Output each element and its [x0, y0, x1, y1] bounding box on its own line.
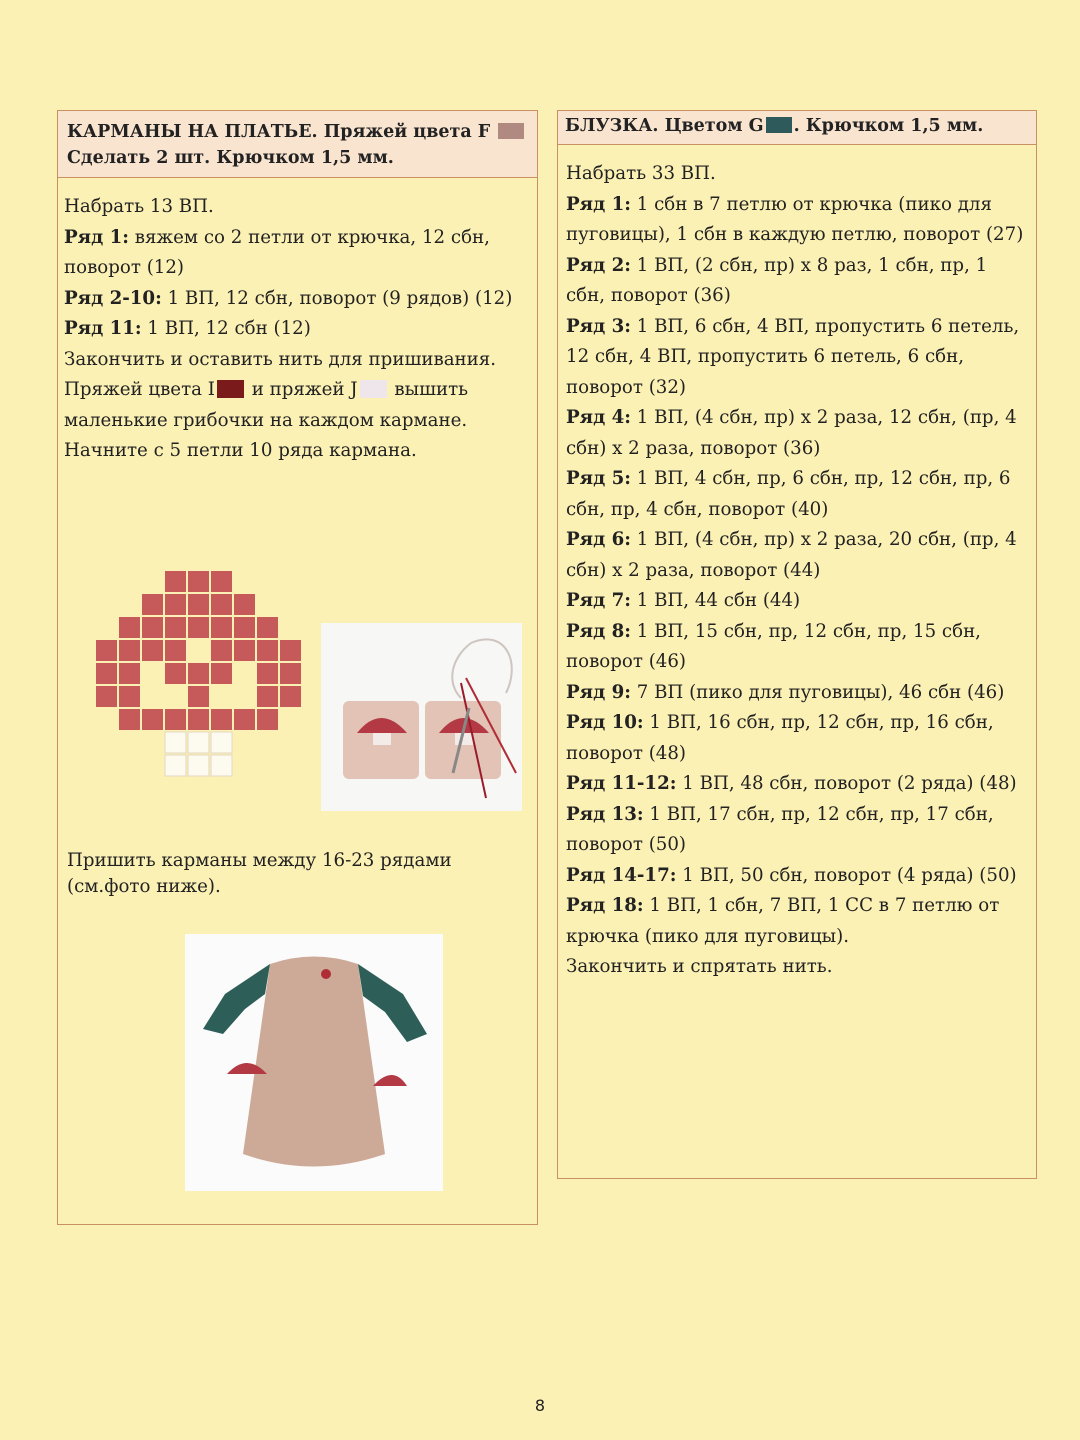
- chart-cell-red: [119, 617, 140, 638]
- chart-cell-white: [211, 732, 232, 753]
- chart-cell-white: [211, 755, 232, 776]
- chart-cell-red: [257, 617, 278, 638]
- blouse-row-14: Ряд 18: 1 ВП, 1 сбн, 7 ВП, 1 СС в 7 петлю от крючка (пико для пуговицы).: [566, 895, 1000, 947]
- chart-cell-red: [165, 663, 186, 684]
- pockets-intro: Набрать 13 ВП.: [64, 196, 214, 217]
- blouse-finish: Закончить и спрятать нить.: [566, 956, 833, 977]
- chart-cell-red: [96, 663, 117, 684]
- blouse-intro: Набрать 33 ВП.: [566, 163, 716, 184]
- sew-caption: Пришить карманы между 16-23 рядами (см.фото ниже).: [67, 850, 452, 897]
- pockets-row-2: Ряд 2-10: 1 ВП, 12 сбн, поворот (9 рядов) (12): [64, 287, 513, 309]
- chart-cell-white: [165, 732, 186, 753]
- color-f-swatch: [498, 123, 524, 139]
- pockets-row-1: Ряд 1: вяжем со 2 петли от крючка, 12 сбн, поворот (12): [64, 226, 490, 278]
- chart-cell-red: [119, 663, 140, 684]
- chart-cell-red: [211, 709, 232, 730]
- chart-cell-red: [234, 640, 255, 661]
- chart-cell-white: [188, 755, 209, 776]
- chart-cell-red: [165, 640, 186, 661]
- pockets-row-3: Ряд 11: 1 ВП, 12 сбн (12): [64, 318, 311, 339]
- chart-cell-red: [165, 709, 186, 730]
- blouse-row-8: Ряд 8: 1 ВП, 15 сбн, пр, 12 сбн, пр, 15 сбн, поворот (46): [566, 620, 981, 672]
- pockets-embroider: Пряжей цвета I и пряжей J вышить маленькие грибочки на каждом кармане.: [64, 379, 469, 431]
- blouse-row-3: Ряд 3: 1 ВП, 6 сбн, 4 ВП, пропустить 6 петель, 12 сбн, 4 ВП, пропустить 6 петель, 6 сбн, поворот (32): [566, 315, 1020, 398]
- blouse-instructions: [558, 145, 1036, 983]
- blouse-row-1: Ряд 1: 1 сбн в 7 петлю от крючка (пико для пуговицы), 1 сбн в каждую петлю, поворот (27): [566, 193, 1024, 245]
- chart-cell-red: [280, 686, 301, 707]
- chart-cell-red: [188, 709, 209, 730]
- chart-cell-red: [280, 640, 301, 661]
- chart-cell-red: [96, 640, 117, 661]
- chart-cell-red: [257, 663, 278, 684]
- blouse-panel: [557, 110, 1037, 1179]
- chart-cell-red: [234, 617, 255, 638]
- chart-cell-red: [211, 594, 232, 615]
- blouse-row-2: Ряд 2: 1 ВП, (2 сбн, пр) x 8 раз, 1 сбн, пр, 1 сбн, поворот (36): [566, 254, 988, 306]
- chart-cell-red: [211, 617, 232, 638]
- chart-cell-red: [234, 709, 255, 730]
- chart-cell-red: [257, 640, 278, 661]
- chart-cell-red: [119, 709, 140, 730]
- chart-cell-red: [119, 686, 140, 707]
- chart-cell-red: [188, 663, 209, 684]
- pockets-heading: [58, 111, 537, 178]
- pockets-photo: [321, 623, 522, 811]
- chart-cell-red: [188, 594, 209, 615]
- chart-cell-red: [188, 571, 209, 592]
- pockets-heading-line2: Сделать 2 шт. Крючком 1,5 мм.: [67, 148, 394, 168]
- chart-cell-red: [165, 594, 186, 615]
- blouse-heading: БЛУЗКА. Цветом G . Крючком 1,5 мм.: [558, 111, 1036, 145]
- chart-cell-red: [142, 594, 163, 615]
- blouse-row-13: Ряд 14-17: 1 ВП, 50 сбн, поворот (4 ряда) (50): [566, 864, 1017, 886]
- chart-cell-red: [211, 640, 232, 661]
- blouse-row-11: Ряд 11-12: 1 ВП, 48 сбн, поворот (2 ряда) (48): [566, 773, 1017, 794]
- color-g-swatch: [766, 117, 792, 133]
- page-number: 8: [534, 1396, 546, 1415]
- chart-cell-red: [142, 640, 163, 661]
- pockets-start: Начните с 5 петли 10 ряда кармана.: [64, 440, 417, 461]
- chart-cell-red: [165, 617, 186, 638]
- color-i-swatch: [217, 380, 244, 398]
- mushroom-chart: [95, 570, 305, 810]
- chart-cell-red: [165, 571, 186, 592]
- blouse-row-10: Ряд 10: 1 ВП, 16 сбн, пр, 12 сбн, пр, 16 сбн, поворот (48): [566, 712, 994, 764]
- color-j-swatch: [360, 380, 387, 398]
- blouse-row-6: Ряд 6: 1 ВП, (4 сбн, пр) x 2 раза, 20 сбн, (пр, 4 сбн) x 2 раза, поворот (44): [566, 529, 1017, 581]
- chart-cell-red: [234, 594, 255, 615]
- chart-cell-red: [280, 663, 301, 684]
- chart-cell-white: [165, 755, 186, 776]
- blouse-row-12: Ряд 13: 1 ВП, 17 сбн, пр, 12 сбн, пр, 17 сбн, поворот (50): [566, 803, 994, 855]
- blouse-row-9: Ряд 9: 7 ВП (пико для пуговицы), 46 сбн (46): [566, 681, 1005, 703]
- chart-cell-red: [257, 686, 278, 707]
- chart-cell-red: [257, 709, 278, 730]
- dress-photo: [185, 934, 443, 1191]
- chart-cell-red: [188, 617, 209, 638]
- chart-cell-red: [119, 640, 140, 661]
- chart-cell-red: [188, 686, 209, 707]
- chart-cell-red: [96, 686, 117, 707]
- chart-cell-red: [142, 617, 163, 638]
- chart-cell-red: [211, 663, 232, 684]
- chart-cell-white: [188, 732, 209, 753]
- pockets-finish: Закончить и оставить нить для пришивания.: [64, 348, 497, 370]
- pockets-heading-line1: КАРМАНЫ НА ПЛАТЬЕ. Пряжей цвета F: [67, 122, 491, 142]
- pockets-instructions: [58, 178, 537, 467]
- blouse-row-4: Ряд 4: 1 ВП, (4 сбн, пр) x 2 раза, 12 сбн, (пр, 4 сбн) x 2 раза, поворот (36): [566, 407, 1017, 459]
- chart-cell-red: [211, 571, 232, 592]
- chart-cell-red: [142, 709, 163, 730]
- blouse-row-7: Ряд 7: 1 ВП, 44 сбн (44): [566, 590, 801, 611]
- blouse-row-5: Ряд 5: 1 ВП, 4 сбн, пр, 6 сбн, пр, 12 сбн, пр, 6 сбн, пр, 4 сбн, поворот (40): [566, 468, 1011, 520]
